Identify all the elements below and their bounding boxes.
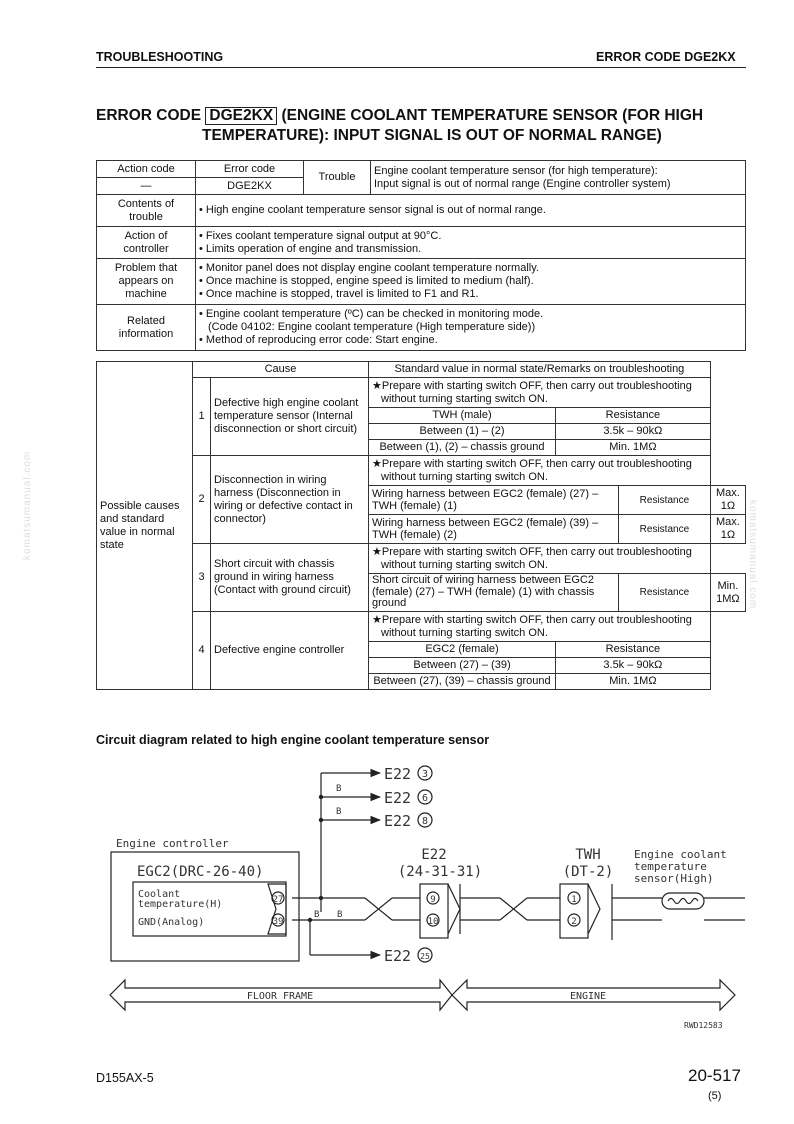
header-rule	[96, 67, 746, 68]
cause-1-number: 1	[193, 378, 211, 456]
twh-connector	[560, 884, 588, 938]
title-prefix: ERROR CODE	[96, 107, 202, 124]
cause-3-text: Short circuit with chassis ground in wiring harness (Contact with ground circuit)	[211, 544, 369, 612]
problem-text: • Monitor panel does not display engine coolant temperature normally. • Once machine is stopped, engine speed is limited to medium (half). • Once machine is stopped, travel is limited to F1 and R1.	[196, 259, 746, 305]
cause-4-number: 4	[193, 612, 211, 690]
gnd-label: GND(Analog)	[138, 917, 205, 928]
action-text: • Fixes coolant temperature signal output at 90°C. • Limits operation of engine and transmission.	[196, 227, 746, 259]
cause-1-row1-check: Between (1) – (2)	[369, 424, 556, 440]
sensor-coil	[668, 899, 698, 904]
floor-frame-arrow	[110, 980, 452, 1010]
contents-label: Contents of trouble	[97, 195, 196, 227]
cause-3-row1-check: Short circuit of wiring harness between EGC2 (female) (27) – TWH (female) (1) with chassis ground	[369, 574, 619, 612]
related-label: Related information	[97, 305, 196, 351]
action-code-label: Action code	[97, 161, 196, 178]
action-label: Action of controller	[97, 227, 196, 259]
footer-revision: (5)	[708, 1090, 722, 1102]
title-code-box: DGE2KX	[205, 107, 277, 125]
engine-arrow	[452, 980, 735, 1010]
cause-2-row2-label: Resistance	[619, 515, 711, 544]
error-code-value: DGE2KX	[196, 178, 304, 195]
trouble-label: Trouble	[304, 161, 371, 195]
out-pin-6	[418, 790, 432, 804]
possible-causes-label: Possible causes and standard value in normal state	[97, 362, 193, 690]
egc2-connector	[268, 884, 286, 934]
cause-4-row2-check: Between (27), (39) – chassis ground	[369, 674, 556, 690]
sensor-label-2: temperature	[634, 860, 707, 873]
pin-9-label: 9	[430, 895, 436, 905]
cause-2-prepare: ★Prepare with starting switch OFF, then carry out troubleshooting without turning starting switch ON.	[369, 456, 711, 486]
out-label-3: E22	[384, 812, 412, 830]
e22-chevron	[448, 884, 460, 934]
e22-type-label: (24-31-31)	[397, 864, 483, 880]
cause-2-row1-label: Resistance	[619, 486, 711, 515]
pin-10-label: 10	[427, 917, 439, 927]
pin-1-label: 1	[571, 895, 577, 905]
related-text: • Engine coolant temperature (ºC) can be checked in monitoring mode. (Code 04102: Engine coolant temperature (High temperature side)) • Method of reproducing error code: Start engine.	[196, 305, 746, 351]
diagram-title: Circuit diagram related to high engine coolant temperature sensor	[96, 733, 490, 747]
error-code-label: Error code	[196, 161, 304, 178]
engine-label: ENGINE	[569, 991, 607, 1002]
out-label-1: E22	[384, 765, 412, 783]
trouble-text-1: Engine coolant temperature sensor (for high temperature):	[374, 164, 658, 177]
wire-color-b-2: B	[336, 807, 342, 817]
sensor-label-1: Engine coolant	[634, 848, 727, 861]
standard-header: Standard value in normal state/Remarks on troubleshooting	[369, 362, 711, 378]
twist-2	[500, 898, 527, 920]
cause-4-row1-value: 3.5k – 90kΩ	[556, 658, 711, 674]
cause-1-row2-value: Min. 1MΩ	[556, 440, 711, 456]
cause-2-row1-value: Max. 1Ω	[710, 486, 745, 515]
out-label-2: E22	[384, 789, 412, 807]
egc2-inner-box	[133, 882, 286, 936]
footer-model: D155AX-5	[96, 1071, 154, 1085]
cause-4-prepare: ★Prepare with starting switch OFF, then carry out troubleshooting without turning starting switch ON.	[369, 612, 711, 642]
pin-27-label: 27	[272, 895, 284, 905]
pin-2-label: 2	[571, 917, 577, 927]
twist-1	[365, 898, 392, 920]
cause-3-row1-label: Resistance	[619, 574, 711, 612]
cause-4-row2-value: Min. 1MΩ	[556, 674, 711, 690]
pin-2	[568, 914, 580, 926]
cause-4-row1-check: Between (27) – (39)	[369, 658, 556, 674]
pin-1	[568, 892, 580, 904]
cause-3-number: 3	[193, 544, 211, 612]
twh-type-label: (DT-2)	[562, 864, 614, 880]
header-right: ERROR CODE DGE2KX	[596, 50, 736, 64]
cause-2-text: Disconnection in wiring harness (Disconnection in wiring or defective contact in connector)	[211, 456, 369, 544]
pin-27	[272, 892, 284, 904]
pin-9	[427, 892, 439, 904]
egc2-label: EGC2(DRC-26-40)	[137, 864, 264, 880]
info-table	[96, 160, 746, 351]
cause-1-text: Defective high engine coolant temperature sensor (Internal disconnection or short circuit)	[211, 378, 369, 456]
sensor-label-3: sensor(High)	[634, 872, 714, 885]
page-title	[96, 106, 756, 146]
cause-2-row1-check: Wiring harness between EGC2 (female) (27) – TWH (female) (1)	[369, 486, 619, 515]
floor-frame-label: FLOOR FRAME	[246, 991, 314, 1002]
cause-2-number: 2	[193, 456, 211, 544]
contents-text: • High engine coolant temperature sensor signal is out of normal range.	[196, 195, 746, 227]
out-pin-25	[418, 948, 432, 962]
out-pin-6-label: 6	[421, 793, 429, 804]
watermark-right: komatsumanual.com	[747, 500, 758, 610]
coolant-label-2: temperature(H)	[138, 899, 223, 910]
cause-3-prepare: ★Prepare with starting switch OFF, then carry out troubleshooting without turning starting switch ON.	[369, 544, 711, 574]
causes-table	[96, 361, 746, 690]
cause-1-header-resistance: Resistance	[556, 408, 711, 424]
cause-1-header-connector: TWH (male)	[369, 408, 556, 424]
out-pin-3	[418, 766, 432, 780]
wire-color-b-3: B	[314, 910, 320, 920]
cause-2-row2-check: Wiring harness between EGC2 (female) (39) – TWH (female) (2)	[369, 515, 619, 544]
cause-4-header-resistance: Resistance	[556, 642, 711, 658]
e22-connector	[420, 884, 448, 938]
pin-10	[427, 914, 439, 926]
cause-header: Cause	[193, 362, 369, 378]
e22-label: E22	[421, 847, 447, 863]
title-line2: TEMPERATURE): INPUT SIGNAL IS OUT OF NORMAL RANGE)	[202, 127, 662, 144]
trouble-text-2: Input signal is out of normal range (Engine controller system)	[374, 177, 671, 190]
cause-2-row2-value: Max. 1Ω	[710, 515, 745, 544]
out-pin-8	[418, 813, 432, 827]
cause-3-row1-value: Min. 1MΩ	[710, 574, 745, 612]
diagram-ref: RWD12583	[684, 1021, 723, 1030]
wire-color-b-4: B	[337, 910, 343, 920]
out-pin-3-label: 3	[421, 769, 429, 780]
sensor-element	[662, 893, 704, 909]
out-pin-8-label: 8	[421, 816, 429, 827]
watermark-left: komatsumanual.com	[22, 450, 33, 560]
cause-1-row1-value: 3.5k – 90kΩ	[556, 424, 711, 440]
twh-chevron	[588, 884, 600, 934]
wire-color-b-1: B	[336, 784, 342, 794]
title-line1: (ENGINE COOLANT TEMPERATURE SENSOR (FOR HIGH	[281, 107, 704, 124]
cause-4-header-connector: EGC2 (female)	[369, 642, 556, 658]
twh-label: TWH	[575, 847, 601, 863]
footer-page-number: 20-517	[688, 1066, 741, 1085]
out-label-4: E22	[384, 947, 412, 965]
pin-39	[272, 914, 284, 926]
pin-39-label: 39	[272, 917, 284, 927]
engine-controller-box	[111, 852, 299, 961]
action-code-value: —	[97, 178, 196, 195]
engine-controller-label: Engine controller	[116, 837, 229, 850]
coolant-label-1: Coolant	[138, 889, 181, 900]
problem-label: Problem that appears on machine	[97, 259, 196, 305]
cause-1-row2-check: Between (1), (2) – chassis ground	[369, 440, 556, 456]
cause-1-prepare: ★Prepare with starting switch OFF, then carry out troubleshooting without turning starting switch ON.	[369, 378, 711, 408]
header-left: TROUBLESHOOTING	[96, 50, 224, 64]
cause-4-text: Defective engine controller	[211, 612, 369, 690]
trouble-cell	[371, 161, 746, 195]
out-pin-25-label: 25	[420, 952, 430, 961]
